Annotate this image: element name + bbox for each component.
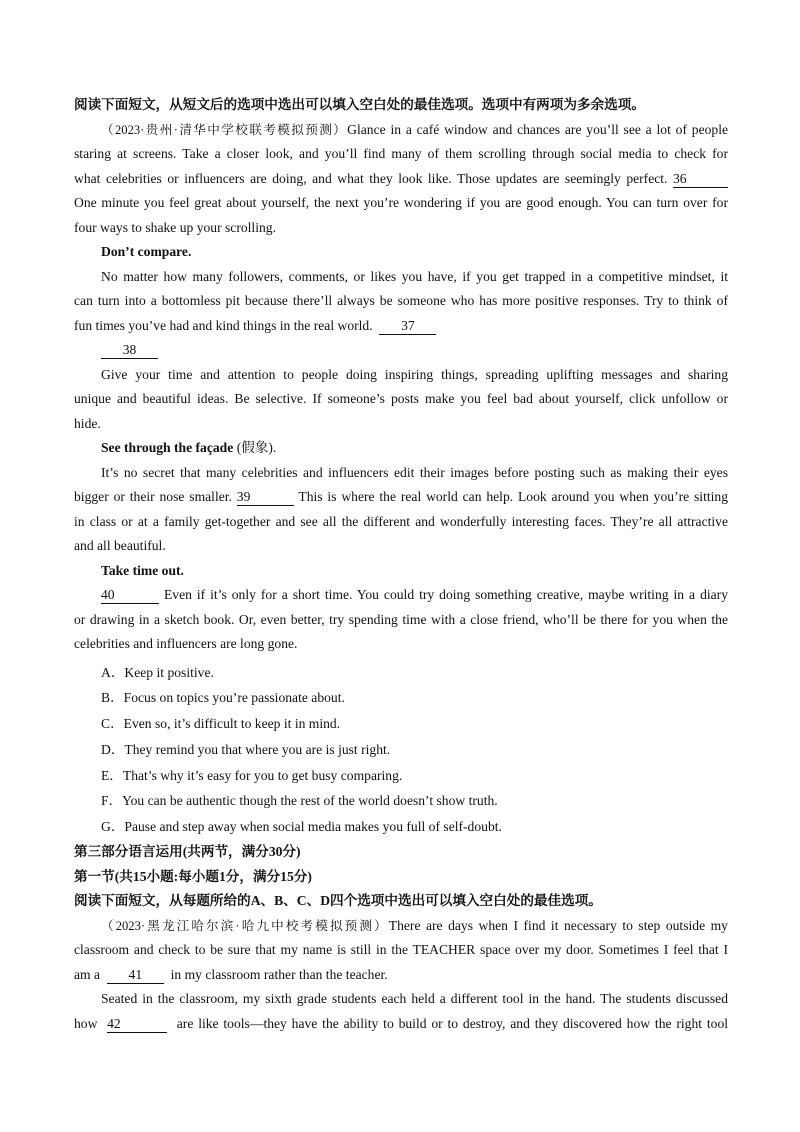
- section-heading: 阅读下面短文，从短文后的选项中选出可以填入空白处的最佳选项。选项中有两项为多余选项。: [74, 97, 645, 112]
- intro-line-5: four ways to shake up your scrolling.: [74, 219, 276, 235]
- blank-41: 41: [107, 966, 164, 984]
- blank-37: 37: [379, 317, 436, 335]
- source-note: （2023·贵州·清华中学校联考模拟预测）: [101, 122, 348, 137]
- p1-line-2: can turn into a bottomless pit because there’ll always be someone who has more positive responses. Try to think of: [74, 293, 728, 308]
- subheading-dont-compare: Don’t compare.: [101, 244, 192, 259]
- p2-line-1: Give your time and attention to people doing inspiring things, spreading uplifting messages and sharing: [101, 366, 728, 382]
- p2-line-3: hide.: [74, 415, 101, 431]
- p2-line-2: unique and beautiful ideas. Be selective. If someone’s posts make you feel bad about yourself, click unfollow or: [74, 391, 728, 406]
- source-note-2: （2023·黑龙江哈尔滨·哈九中校考模拟预测）: [101, 918, 389, 933]
- cloze-p2-line-1: Seated in the classroom, my sixth grade students each held a different tool in the hand. The students discussed: [101, 991, 728, 1007]
- cloze-intro-line-2: classroom and check to be sure that my name is still in the TEACHER space over my door. Sometimes I feel that I: [74, 942, 728, 958]
- part3-instruction: 阅读下面短文，从每题所给的A、B、C、D四个选项中选出可以填入空白处的最佳选项。: [74, 893, 602, 909]
- cloze-p2-line-2: how 42 are like tools—they have the ability to build or to destroy, and they discovered how the right tool: [74, 1015, 729, 1031]
- option-f: F．You can be authentic though the rest of the world doesn’t show truth.: [101, 793, 498, 809]
- p1-line-1: No matter how many followers, comments, or likes you have, if you get trapped in a competitive mindset, it: [101, 268, 728, 284]
- intro-line-3: what celebrities or influencers are doing, and what they look like. Those updates are seemingly perfect. 36: [74, 167, 728, 192]
- option-a: A．Keep it positive.: [101, 664, 214, 680]
- blank-39: 39: [237, 488, 294, 506]
- p4-line-2: or drawing in a sketch book. Or, even better, try spending time with a close friend, who’ll be there for you when the: [74, 611, 728, 627]
- intro-line-2: staring at screens. Take a closer look, and you’ll find many of them scrolling through social media to check for: [74, 146, 728, 161]
- blank-38: 38: [101, 341, 158, 359]
- p3-line-3: in class or at a family get-together and see all the different and wonderfully interesting faces. They’re all attractive: [74, 513, 728, 529]
- part3-title: 第三部分语言运用(共两节，满分30分): [74, 844, 301, 860]
- subheading-facade: See through the façade (假象).: [101, 440, 277, 455]
- exam-page: [74, 93, 728, 1036]
- option-e: E．That’s why it’s easy for you to get busy comparing.: [101, 767, 403, 783]
- p3-line-2: bigger or their nose smaller. 39 This is where the real world can help. Look around you when you’re sitting: [74, 489, 728, 504]
- part3-section1: 第一节(共15小题:每小题1分，满分15分): [74, 868, 312, 884]
- intro-line-1: （2023·贵州·清华中学校联考模拟预测）Glance in a café window and chances are you’ll see a lot of people: [101, 121, 729, 137]
- option-c: C．Even so, it’s difficult to keep it in mind.: [101, 716, 341, 732]
- option-b: B．Focus on topics you’re passionate about.: [101, 690, 345, 706]
- p3-line-1: It’s no secret that many celebrities and influencers edit their images before posting such as making their eyes: [101, 464, 728, 480]
- p3-line-4: and all beautiful.: [74, 538, 166, 553]
- blank-40: 40: [101, 586, 159, 604]
- intro-line-4: One minute you feel great about yourself, the next you’re wondering if you are good enough. You can turn over for: [74, 195, 728, 210]
- p4-line-3: celebrities and influencers are long gone.: [74, 636, 298, 651]
- option-d: D．They remind you that where you are is just right.: [101, 741, 391, 757]
- option-g: G．Pause and step away when social media makes you full of self-doubt.: [101, 819, 502, 835]
- p4-line-1: 40 Even if it’s only for a short time. You could try doing something creative, maybe writing in a diary: [101, 587, 728, 602]
- blank-42: 42: [107, 1015, 167, 1033]
- p1-line-3: fun times you’ve had and kind things in the real world. 37: [74, 314, 728, 339]
- blank-36: 36: [673, 170, 728, 188]
- blank-38-line: [74, 338, 728, 363]
- cloze-intro-line-3: am a 41 in my classroom rather than the teacher.: [74, 966, 388, 982]
- cloze-intro-line-1: （2023·黑龙江哈尔滨·哈九中校考模拟预测）There are days when I find it necessary to step outside my: [101, 917, 728, 933]
- subheading-time-out: Take time out.: [101, 562, 184, 578]
